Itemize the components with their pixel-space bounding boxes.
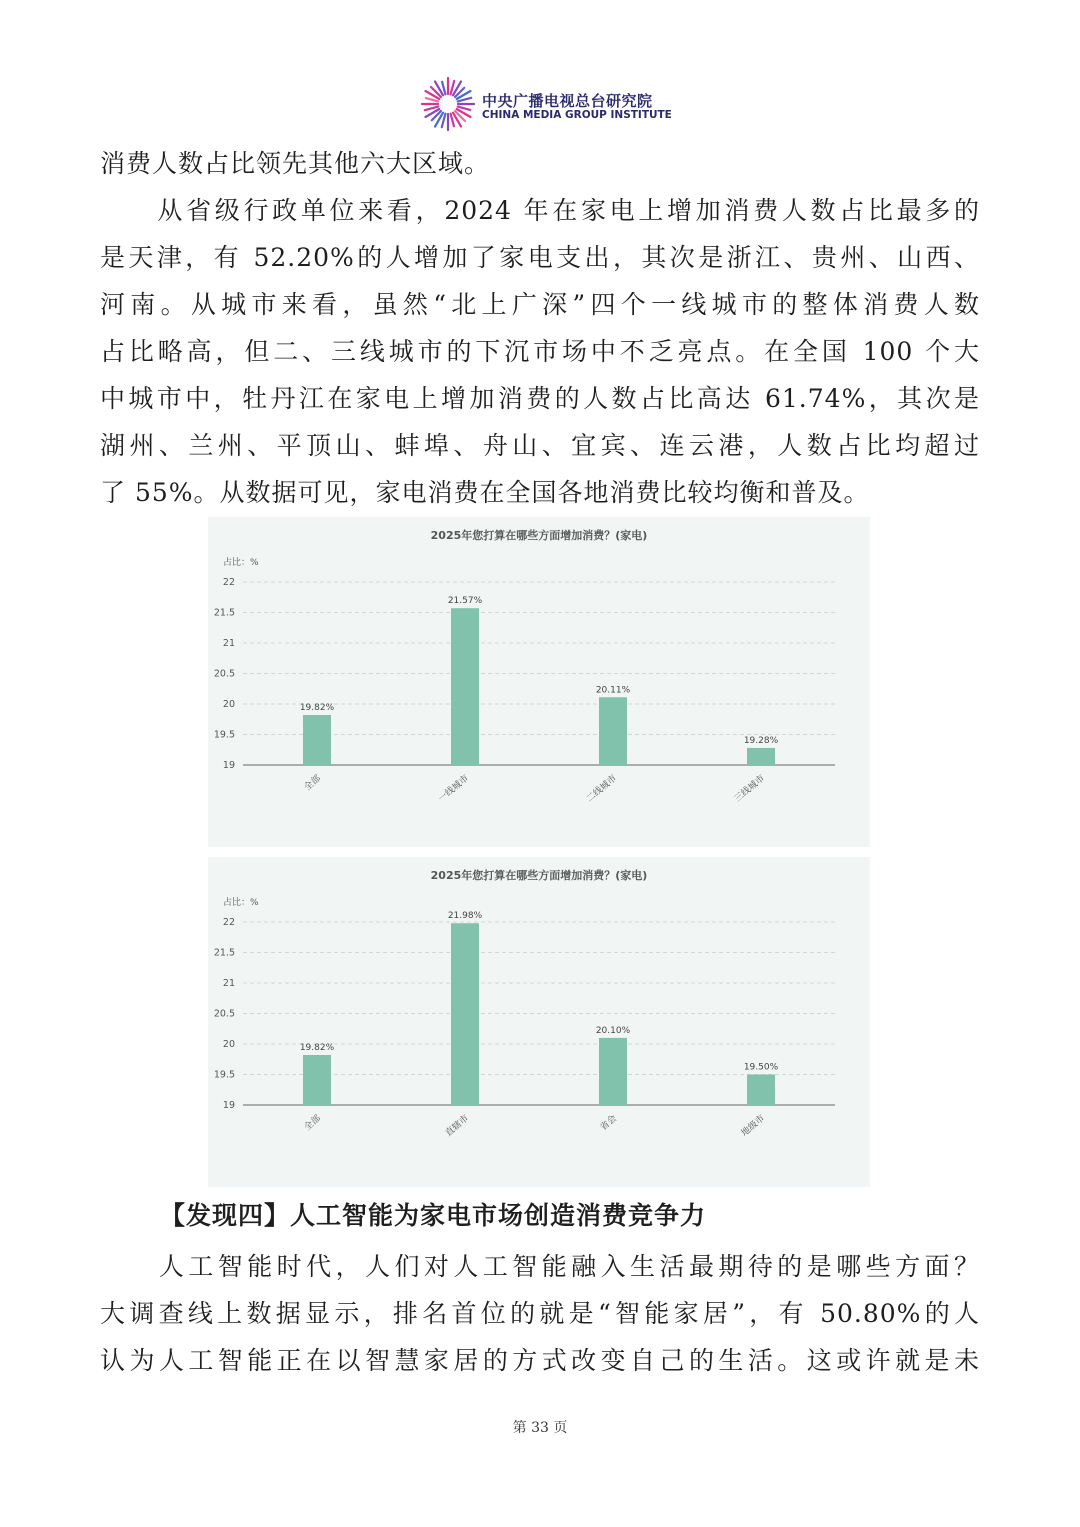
bar-data-label: 21.57% [447, 596, 483, 607]
bar-data-label: 21.98% [447, 911, 483, 922]
chart-1-svg [208, 517, 870, 847]
bar-data-label: 19.82% [299, 1042, 335, 1053]
y-tick-label: 21.5 [213, 947, 235, 959]
x-category-label: 地级市 [739, 1113, 767, 1139]
x-category-label: 全部 [302, 773, 323, 793]
x-category-label: 三线城市 [732, 773, 767, 805]
bar [303, 1055, 331, 1105]
y-tick-label: 22 [222, 917, 235, 928]
x-category-label: 直辖市 [443, 1113, 471, 1139]
bar-data-label: 19.50% [743, 1062, 779, 1073]
text-line: 是天津，有 52.20%的人增加了家电支出，其次是浙江、贵州、山西、 [100, 243, 980, 272]
text-line: 河南。从城市来看，虽然“北上广深”四个一线城市的整体消费人数 [100, 290, 980, 319]
y-tick-label: 21.5 [213, 607, 235, 619]
text-line: 从省级行政单位来看，2024 年在家电上增加消费人数占比最多的 [100, 196, 980, 225]
y-tick-label: 22 [222, 577, 235, 588]
x-category-label: 一线城市 [436, 773, 471, 805]
bar [747, 748, 775, 765]
y-tick-label: 20 [222, 1039, 235, 1050]
page-header [420, 74, 680, 134]
bar-data-label: 20.10% [595, 1025, 631, 1036]
y-axis-unit-label: 占比：% [223, 558, 259, 568]
y-tick-label: 19 [222, 760, 235, 771]
chart-city-type [208, 857, 870, 1187]
bar-data-label: 19.82% [299, 702, 335, 713]
paragraph-ai [100, 1243, 980, 1384]
bar [451, 608, 479, 765]
chart-2-svg [208, 857, 870, 1187]
bar [747, 1075, 775, 1106]
y-tick-label: 20 [222, 699, 235, 710]
cmg-institute-logo-icon [420, 76, 476, 132]
chart-title: 2025年您打算在哪些方面增加消费？(家电) [430, 529, 648, 542]
bar [303, 715, 331, 765]
y-tick-label: 19.5 [213, 729, 235, 741]
bar [451, 923, 479, 1105]
x-category-label: 全部 [302, 1113, 323, 1133]
paragraph-province-analysis [100, 187, 980, 516]
paragraph-continuation [100, 140, 980, 187]
bar-data-label: 20.11% [595, 685, 631, 696]
y-tick-label: 19.5 [213, 1069, 235, 1081]
text-line: 占比略高，但二、三线城市的下沉市场中不乏亮点。在全国 100 个大 [100, 337, 980, 366]
org-name-en: CHINA MEDIA GROUP INSTITUTE [482, 109, 672, 121]
y-axis-unit-label: 占比：% [223, 898, 259, 908]
text-line: 人工智能时代，人们对人工智能融入生活最期待的是哪些方面？ [100, 1252, 980, 1281]
text-line: 认为人工智能正在以智慧家居的方式改变自己的生活。这或许就是未 [100, 1346, 980, 1375]
chart-title: 2025年您打算在哪些方面增加消费？(家电) [430, 869, 648, 882]
y-tick-label: 20.5 [213, 668, 235, 680]
section-heading: 【发现四】人工智能为家电市场创造消费竞争力 [160, 1201, 707, 1230]
bar [599, 697, 627, 765]
y-tick-label: 20.5 [213, 1008, 235, 1020]
text-line: 中城市中，牡丹江在家电上增加消费的人数占比高达 61.74%，其次是 [100, 384, 980, 413]
text-line-last: 了 55%。从数据可见，家电消费在全国各地消费比较均衡和普及。 [100, 478, 870, 507]
page-number: 第 33 页 [512, 1420, 568, 1436]
y-tick-label: 21 [222, 978, 235, 989]
bar-data-label: 19.28% [743, 735, 779, 746]
org-name-cn: 中央广播电视总台研究院 [482, 92, 653, 110]
text-line: 湖州、兰州、平顶山、蚌埠、舟山、宜宾、连云港，人数占比均超过 [100, 431, 980, 460]
y-tick-label: 19 [222, 1100, 235, 1111]
text-line: 消费人数占比领先其他六大区域。 [100, 149, 491, 178]
bar [599, 1038, 627, 1105]
chart-city-tier [208, 517, 870, 847]
x-category-label: 二线城市 [584, 773, 619, 805]
x-category-label: 省会 [598, 1113, 619, 1133]
text-line: 大调查线上数据显示，排名首位的就是“智能家居”，有 50.80%的人 [100, 1299, 980, 1328]
y-tick-label: 21 [222, 638, 235, 649]
